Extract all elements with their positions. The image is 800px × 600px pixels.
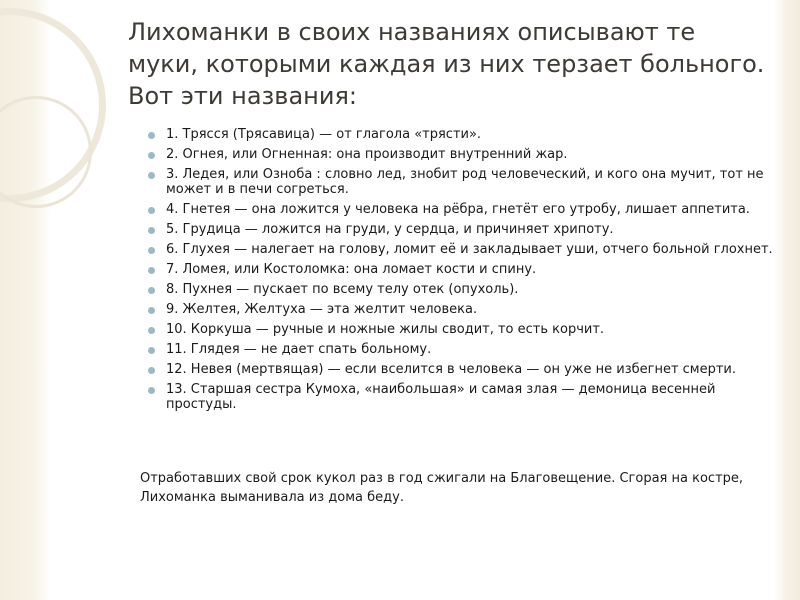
bullet-icon — [148, 207, 155, 214]
bullet-icon — [148, 287, 155, 294]
bullet-icon — [148, 227, 155, 234]
list-item — [148, 262, 778, 277]
list-item — [148, 362, 778, 377]
list-item — [148, 302, 778, 317]
list-item — [148, 147, 778, 162]
list-item — [148, 222, 778, 237]
list-item — [148, 167, 778, 197]
list-item-text: 2. Огнея, или Огненная: она производит внутренний жар. — [166, 147, 568, 162]
bullet-icon — [148, 387, 155, 394]
list-item-text: 3. Ледея, или Озноба : словно лед, знобит род человеческий, и кого она мучит, тот не может и в печи согреться. — [166, 167, 764, 197]
list-item — [148, 127, 778, 142]
bullet-icon — [148, 152, 155, 159]
list-item-text: 8. Пухнея — пускает по всему телу отек (опухоль). — [166, 282, 519, 297]
list-item-text: 13. Старшая сестра Кумоха, «наибольшая» и самая злая — демоница весенней простуды. — [166, 382, 716, 412]
list-item-text: 12. Невея (мертвящая) — если вселится в человека — он уже не избегнет смерти. — [166, 362, 737, 377]
list-item-text: 5. Грудица — ложится на груди, у сердца, и причиняет хрипоту. — [166, 222, 614, 237]
bullet-icon — [148, 132, 155, 139]
bullet-icon — [148, 327, 155, 334]
list-item-text: 4. Гнетея — она ложится у человека на рёбра, гнетёт его утробу, лишает аппетита. — [166, 202, 750, 217]
list-item-text: 7. Ломея, или Костоломка: она ломает кости и спину. — [166, 262, 537, 277]
list-item — [148, 242, 778, 257]
closing-paragraph: Отработавших свой срок кукол раз в год сжигали на Благовещение. Сгорая на костре, Лихоманка выманивала из дома беду. — [140, 471, 744, 505]
list-item — [148, 282, 778, 297]
bullet-icon — [148, 247, 155, 254]
list-item-text: 11. Глядея — не дает спать больному. — [166, 342, 432, 357]
list-item — [148, 202, 778, 217]
list-item — [148, 342, 778, 357]
slide-title: Лихоманки в своих названиях описывают те муки, которыми каждая из них терзает больного. Вот эти названия: — [128, 18, 765, 110]
list-item-text: 1. Трясся (Трясавица) — от глагола «трясти». — [166, 127, 482, 142]
bullet-icon — [148, 267, 155, 274]
bullet-icon — [148, 307, 155, 314]
list-item-text: 10. Коркуша — ручные и ножные жилы сводит, то есть корчит. — [166, 322, 605, 337]
list-item — [148, 322, 778, 337]
bullet-icon — [148, 367, 155, 374]
list-item-text: 9. Желтея, Желтуха — эта желтит человека. — [166, 302, 478, 317]
bullet-icon — [148, 347, 155, 354]
list-item — [148, 382, 778, 412]
list-item-text: 6. Глухея — налегает на голову, ломит её и закладывает уши, отчего больной глохнет. — [166, 242, 773, 257]
fever-list — [148, 127, 778, 417]
bullet-icon — [148, 172, 155, 179]
